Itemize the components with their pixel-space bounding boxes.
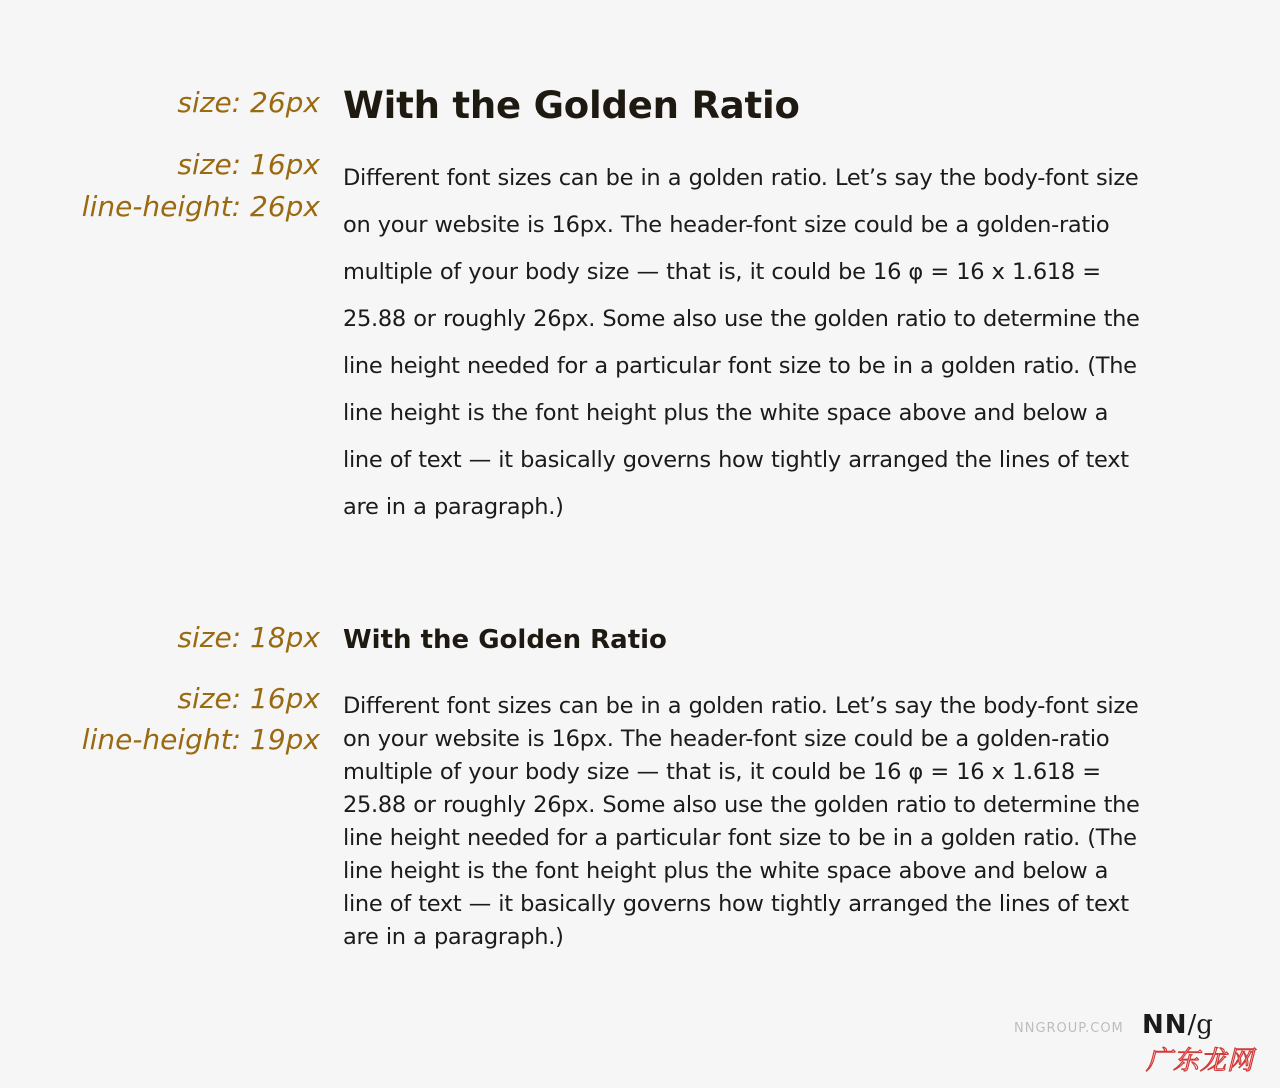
paragraph-line: Different font sizes can be in a golden ratio. Let’s say the body-font size xyxy=(343,693,1139,719)
body-size-label: size: 16px xyxy=(177,682,320,715)
watermark: 广东龙网 xyxy=(1146,1046,1255,1076)
paragraph-line: line height is the font height plus the white space above and below a xyxy=(343,858,1109,884)
paragraph-line: are in a paragraph.) xyxy=(343,924,564,950)
logo-g: g xyxy=(1196,1010,1213,1040)
paragraph-line: on your website is 16px. The header-font size could be a golden-ratio xyxy=(343,212,1110,238)
paragraph-line: on your website is 16px. The header-font size could be a golden-ratio xyxy=(343,726,1110,752)
paragraph-line: line height needed for a particular font size to be in a golden ratio. (The xyxy=(343,353,1137,379)
site-url: NNGROUP.COM xyxy=(1014,1021,1124,1036)
paragraph-line: are in a paragraph.) xyxy=(343,494,564,520)
body-size-label: size: 16px xyxy=(177,148,320,181)
paragraph-line: line height is the font height plus the white space above and below a xyxy=(343,400,1109,426)
paragraph-line: Different font sizes can be in a golden ratio. Let’s say the body-font size xyxy=(343,165,1139,191)
nng-logo xyxy=(1142,1010,1213,1040)
line-height-label: line-height: 26px xyxy=(81,190,320,223)
logo-slash: / xyxy=(1187,1010,1197,1040)
line-height-label: line-height: 19px xyxy=(81,723,320,756)
golden-ratio-paragraph-tight xyxy=(343,690,1223,954)
paragraph-line: multiple of your body size — that is, it could be 16 φ = 16 x 1.618 = xyxy=(343,759,1101,785)
heading-size-label: size: 18px xyxy=(177,621,320,654)
paragraph-line: 25.88 or roughly 26px. Some also use the golden ratio to determine the xyxy=(343,306,1140,332)
paragraph-line: 25.88 or roughly 26px. Some also use the golden ratio to determine the xyxy=(343,792,1140,818)
paragraph-line: line of text — it basically governs how tightly arranged the lines of text xyxy=(343,891,1129,917)
paragraph-line: multiple of your body size — that is, it could be 16 φ = 16 x 1.618 = xyxy=(343,259,1101,285)
golden-ratio-heading-small: With the Golden Ratio xyxy=(343,625,667,655)
golden-ratio-heading-large: With the Golden Ratio xyxy=(343,84,800,127)
paragraph-line: line of text — it basically governs how tightly arranged the lines of text xyxy=(343,447,1129,473)
logo-nn: NN xyxy=(1142,1010,1188,1040)
heading-size-label: size: 26px xyxy=(177,86,320,119)
paragraph-line: line height needed for a particular font size to be in a golden ratio. (The xyxy=(343,825,1137,851)
golden-ratio-paragraph-loose xyxy=(343,155,1223,531)
